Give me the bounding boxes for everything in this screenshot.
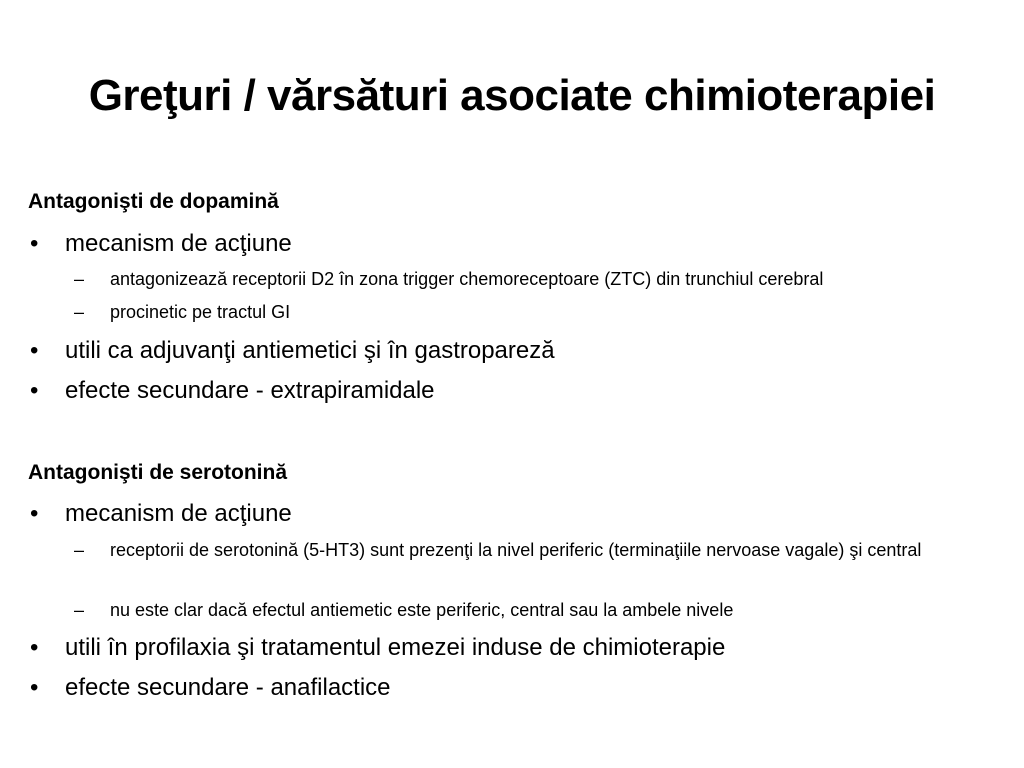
bullet-mark: • [30, 337, 39, 364]
sub-bullet-text: procinetic pe tractul GI [110, 302, 291, 322]
bullet-text: utili în profilaxia şi tratamentul emezei induse de chimioterapie [65, 634, 726, 661]
sub-bullet-mark: – [74, 302, 85, 322]
bullet-mark: • [30, 230, 39, 257]
slide-title: Greţuri / vărsături asociate chimioterapiei [88, 71, 936, 120]
bullet-mark: • [30, 634, 39, 661]
bullet-text: utili ca adjuvanţi antiemetici şi în gastropareză [65, 337, 555, 364]
sub-bullet-item [72, 299, 992, 325]
sub-bullet-item [72, 266, 992, 292]
bullet-text: efecte secundare - extrapiramidale [65, 377, 435, 404]
sub-bullet-mark: – [74, 600, 85, 620]
bullet-text: efecte secundare - anafilactice [65, 674, 391, 701]
bullet-mark: • [30, 500, 39, 527]
bullet-mark: • [30, 674, 39, 701]
bullet-text: mecanism de acţiune [65, 230, 292, 257]
sub-bullet-mark: – [74, 269, 85, 289]
sub-bullet-item [72, 537, 992, 563]
sub-bullet-text: receptorii de serotonină (5-HT3) sunt prezenţi la nivel periferic (terminaţiile nervoase vagale) şi central [110, 540, 922, 560]
bullet-text: mecanism de acţiune [65, 500, 292, 527]
sub-bullet-mark: – [74, 540, 85, 560]
sub-bullet-text: antagonizează receptorii D2 în zona trigger chemoreceptoare (ZTC) din trunchiul cerebral [110, 269, 824, 289]
sub-bullet-item [72, 597, 992, 623]
bullet-mark: • [30, 377, 39, 404]
section-heading-serotonin: Antagonişti de serotonină [28, 461, 288, 484]
sub-bullet-text: nu este clar dacă efectul antiemetic este periferic, central sau la ambele nivele [110, 600, 734, 620]
section-heading-dopamine: Antagonişti de dopamină [28, 190, 279, 213]
